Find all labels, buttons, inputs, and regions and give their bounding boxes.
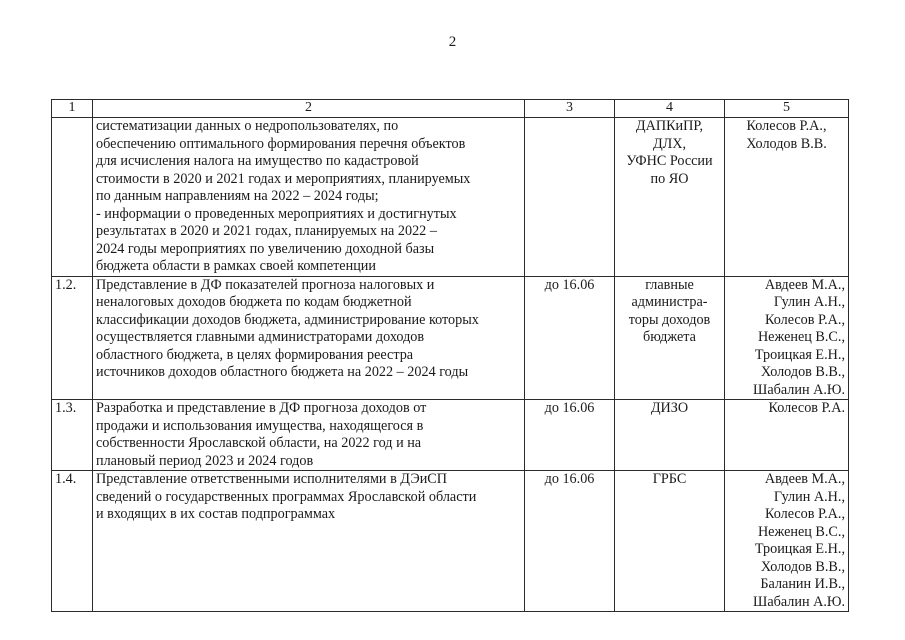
item-number bbox=[52, 118, 93, 277]
description-line: по данным направлениям на 2022 – 2024 годы; bbox=[96, 188, 379, 204]
responsible-line: Колесов Р.А., bbox=[764, 506, 845, 522]
description-line: Представление ответственными исполнителями в ДЭиСП bbox=[96, 471, 448, 487]
description-line: стоимости в 2020 и 2021 годах и мероприятиях, планируемых bbox=[96, 170, 471, 187]
description-line: собственности Ярославской области, на 2022 год и на bbox=[96, 435, 422, 451]
description-line: классификации доходов бюджета, администрирование которых bbox=[96, 311, 479, 328]
header-col-2: 2 bbox=[93, 100, 525, 118]
executor-line: торы доходов bbox=[628, 311, 711, 328]
executor-line: ДАПКиПР, bbox=[635, 118, 704, 134]
responsible-line: Авдеев М.А., bbox=[764, 471, 845, 487]
responsible-line: Колесов Р.А. bbox=[768, 400, 845, 416]
responsible-line: Холодов В.В., bbox=[760, 558, 845, 575]
responsible-line: Гулин А.Н., bbox=[773, 294, 845, 310]
item-responsible bbox=[725, 118, 849, 277]
item-description bbox=[93, 276, 525, 400]
header-col-3: 3 bbox=[525, 100, 615, 118]
description-line: бюджета области в рамках своей компетенции bbox=[96, 258, 376, 274]
item-description bbox=[93, 471, 525, 612]
executor-line: по ЯО bbox=[650, 170, 689, 187]
description-line: областного бюджета, в целях формирования реестра bbox=[96, 346, 414, 363]
responsible-line: Троицкая Е.Н., bbox=[754, 541, 845, 557]
description-line: осуществляется главными администраторами доходов bbox=[96, 329, 425, 345]
description-line: - информации о проведенных мероприятиях и достигнутых bbox=[96, 205, 457, 222]
description-line: обеспечению оптимального формирования перечня объектов bbox=[96, 135, 466, 152]
executor-line: ДИЗО bbox=[650, 400, 689, 416]
item-description bbox=[93, 400, 525, 471]
responsible-line: Неженец В.С., bbox=[757, 523, 845, 540]
description-line: плановый период 2023 и 2024 годов bbox=[96, 452, 314, 469]
executor-line: главные bbox=[645, 276, 694, 293]
item-deadline: до 16.06 bbox=[525, 471, 615, 612]
executor-line: бюджета bbox=[643, 329, 696, 345]
item-responsible bbox=[725, 400, 849, 471]
item-executors bbox=[615, 118, 725, 277]
description-line: 2024 годы мероприятиях по увеличению доходной базы bbox=[96, 240, 435, 257]
item-responsible bbox=[725, 276, 849, 400]
page-number: 2 bbox=[448, 34, 457, 50]
description-line: сведений о государственных программах Ярославской области bbox=[96, 488, 477, 505]
item-description bbox=[93, 118, 525, 277]
table-row bbox=[52, 276, 849, 400]
responsible-line: Троицкая Е.Н., bbox=[754, 346, 845, 363]
item-executors bbox=[615, 471, 725, 612]
table-row bbox=[52, 400, 849, 471]
table-header-row bbox=[52, 100, 849, 118]
description-line: систематизации данных о недропользователях, по bbox=[96, 118, 399, 134]
executor-line: ДЛХ, bbox=[652, 135, 687, 152]
responsible-line: Шабалин А.Ю. bbox=[753, 593, 845, 610]
responsible-group bbox=[728, 118, 845, 191]
description-line: Представление в ДФ показателей прогноза налоговых и bbox=[96, 276, 435, 293]
description-line: результатах в 2020 и 2021 годах, планируемых на 2022 – bbox=[96, 223, 437, 239]
responsible-line: Колесов Р.А., bbox=[746, 118, 827, 134]
plan-table bbox=[51, 99, 849, 612]
responsible-line: Неженец В.С., bbox=[757, 329, 845, 345]
item-number: 1.2. bbox=[52, 276, 93, 400]
item-executors bbox=[615, 276, 725, 400]
item-deadline: до 16.06 bbox=[525, 276, 615, 400]
responsible-line: Авдеев М.А., bbox=[764, 276, 845, 293]
description-line: для исчисления налога на имущество по кадастровой bbox=[96, 153, 419, 169]
executor-line: ГРБС bbox=[652, 471, 687, 487]
item-number: 1.3. bbox=[52, 400, 93, 471]
item-number: 1.4. bbox=[52, 471, 93, 612]
executor-line: администра- bbox=[631, 294, 708, 310]
description-line: и входящих в их состав подпрограммах bbox=[96, 506, 336, 522]
responsible-line: Колесов Р.А., bbox=[764, 311, 845, 328]
responsible-line: Баланин И.В., bbox=[760, 576, 845, 592]
item-executors bbox=[615, 400, 725, 471]
responsible-line: Гулин А.Н., bbox=[773, 488, 845, 505]
header-col-1: 1 bbox=[52, 100, 93, 118]
header-col-4: 4 bbox=[615, 100, 725, 118]
item-responsible bbox=[725, 471, 849, 612]
item-deadline bbox=[525, 118, 615, 277]
item-deadline: до 16.06 bbox=[525, 400, 615, 471]
description-line: Разработка и представление в ДФ прогноза доходов от bbox=[96, 400, 427, 416]
responsible-line: Шабалин А.Ю. bbox=[753, 381, 845, 398]
description-line: источников доходов областного бюджета на 2022 – 2024 годы bbox=[96, 364, 469, 380]
description-line: неналоговых доходов бюджета по кодам бюджетной bbox=[96, 294, 412, 310]
table-row bbox=[52, 471, 849, 612]
executor-line: УФНС России bbox=[626, 153, 713, 169]
responsible-line: Холодов В.В. bbox=[746, 135, 827, 152]
description-line: продажи и использования имущества, находящегося в bbox=[96, 417, 424, 434]
responsible-line: Холодов В.В., bbox=[760, 364, 845, 380]
header-col-5: 5 bbox=[725, 100, 849, 118]
plan-table-body bbox=[52, 100, 849, 612]
table-row bbox=[52, 118, 849, 277]
